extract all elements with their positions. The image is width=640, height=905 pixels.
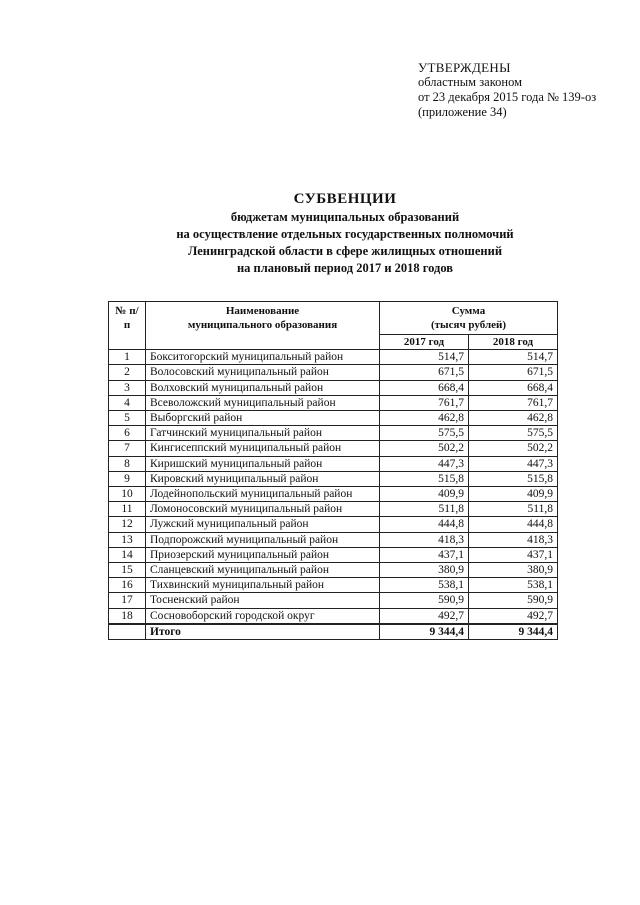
row-2018: 761,7 xyxy=(469,395,558,410)
row-num: 17 xyxy=(109,593,146,608)
total-num-cell xyxy=(109,624,146,640)
approval-line-3: (приложение 34) xyxy=(418,105,507,119)
row-2017: 409,9 xyxy=(380,487,469,502)
title-line-1: бюджетам муниципальных образований xyxy=(230,210,460,224)
row-2018: 380,9 xyxy=(469,563,558,578)
row-num: 5 xyxy=(109,411,146,426)
row-2017: 590,9 xyxy=(380,593,469,608)
row-2018: 447,3 xyxy=(469,456,558,471)
row-num: 6 xyxy=(109,426,146,441)
row-2018: 590,9 xyxy=(469,593,558,608)
row-2017: 514,7 xyxy=(380,350,469,365)
table-row xyxy=(109,547,558,562)
header-2018: 2018 год xyxy=(469,335,558,350)
table-row xyxy=(109,395,558,410)
row-num: 18 xyxy=(109,608,146,624)
row-name: Кировский муниципальный район xyxy=(146,471,380,486)
row-2018: 502,2 xyxy=(469,441,558,456)
row-2017: 447,3 xyxy=(380,456,469,471)
row-name: Подпорожский муниципальный район xyxy=(146,532,380,547)
row-2017: 668,4 xyxy=(380,380,469,395)
row-name: Киришский муниципальный район xyxy=(146,456,380,471)
row-name: Тосненский район xyxy=(146,593,380,608)
row-num: 11 xyxy=(109,502,146,517)
header-name-line-1: Наименование xyxy=(225,305,300,317)
row-2017: 575,5 xyxy=(380,426,469,441)
row-2018: 515,8 xyxy=(469,471,558,486)
table-row xyxy=(109,563,558,578)
table-row xyxy=(109,456,558,471)
row-2018: 418,3 xyxy=(469,532,558,547)
row-name: Сланцевский муниципальный район xyxy=(146,563,380,578)
row-num: 10 xyxy=(109,487,146,502)
row-2017: 492,7 xyxy=(380,608,469,624)
row-name: Тихвинский муниципальный район xyxy=(146,578,380,593)
table-row xyxy=(109,426,558,441)
row-num: 16 xyxy=(109,578,146,593)
approval-line-2: от 23 декабря 2015 года № 139-оз xyxy=(418,90,597,104)
row-num: 4 xyxy=(109,395,146,410)
header-name-line-2: муниципального образования xyxy=(187,319,338,332)
title-line-4: на плановый период 2017 и 2018 годов xyxy=(236,261,454,275)
row-2017: 462,8 xyxy=(380,411,469,426)
row-num: 8 xyxy=(109,456,146,471)
total-2018: 9 344,4 xyxy=(469,624,558,640)
table-row xyxy=(109,380,558,395)
row-name: Кингисеппский муниципальный район xyxy=(146,441,380,456)
row-2017: 380,9 xyxy=(380,563,469,578)
row-2017: 761,7 xyxy=(380,395,469,410)
approval-line-1: областным законом xyxy=(418,75,523,89)
table-row xyxy=(109,608,558,624)
table-row xyxy=(109,365,558,380)
row-num: 13 xyxy=(109,532,146,547)
table-row xyxy=(109,487,558,502)
table-row xyxy=(109,593,558,608)
title-main: СУБВЕНЦИИ xyxy=(293,191,397,207)
row-2018: 444,8 xyxy=(469,517,558,532)
row-name: Лодейнопольский муниципальный район xyxy=(146,487,380,502)
table-row xyxy=(109,532,558,547)
header-sum-line-2: (тысяч рублей) xyxy=(430,319,507,332)
row-name: Всеволожский муниципальный район xyxy=(146,395,380,410)
table-row xyxy=(109,441,558,456)
table-row xyxy=(109,411,558,426)
table-row xyxy=(109,471,558,486)
row-2017: 515,8 xyxy=(380,471,469,486)
table-row xyxy=(109,578,558,593)
total-label: Итого xyxy=(146,624,380,640)
row-num: 3 xyxy=(109,380,146,395)
row-num: 15 xyxy=(109,563,146,578)
row-2018: 511,8 xyxy=(469,502,558,517)
header-num: № п/п xyxy=(109,302,146,350)
title-line-2: на осуществление отдельных государственных полномочий xyxy=(176,227,514,241)
approval-heading: УТВЕРЖДЕНЫ xyxy=(418,60,511,75)
row-2018: 437,1 xyxy=(469,547,558,562)
row-num: 9 xyxy=(109,471,146,486)
table-row xyxy=(109,350,558,365)
row-name: Приозерский муниципальный район xyxy=(146,547,380,562)
row-name: Сосновоборский городской округ xyxy=(146,608,380,624)
row-name: Волховский муниципальный район xyxy=(146,380,380,395)
row-2018: 409,9 xyxy=(469,487,558,502)
row-2017: 671,5 xyxy=(380,365,469,380)
header-2017: 2017 год xyxy=(380,335,469,350)
row-2018: 575,5 xyxy=(469,426,558,441)
row-2018: 514,7 xyxy=(469,350,558,365)
header-sum-line-1: Сумма xyxy=(451,305,486,317)
row-num: 2 xyxy=(109,365,146,380)
row-2017: 418,3 xyxy=(380,532,469,547)
row-2017: 437,1 xyxy=(380,547,469,562)
total-row xyxy=(109,624,558,640)
row-name: Волосовский муниципальный район xyxy=(146,365,380,380)
row-2018: 668,4 xyxy=(469,380,558,395)
header-name xyxy=(146,302,380,350)
table-row xyxy=(109,517,558,532)
row-2017: 502,2 xyxy=(380,441,469,456)
header-sum xyxy=(380,302,558,335)
row-2017: 538,1 xyxy=(380,578,469,593)
row-2018: 462,8 xyxy=(469,411,558,426)
row-num: 14 xyxy=(109,547,146,562)
row-name: Бокситогорский муниципальный район xyxy=(146,350,380,365)
approval-stamp xyxy=(418,60,628,120)
row-num: 1 xyxy=(109,350,146,365)
row-2018: 492,7 xyxy=(469,608,558,624)
row-2017: 444,8 xyxy=(380,517,469,532)
row-num: 12 xyxy=(109,517,146,532)
row-num: 7 xyxy=(109,441,146,456)
row-name: Гатчинский муниципальный район xyxy=(146,426,380,441)
row-2017: 511,8 xyxy=(380,502,469,517)
title-line-3: Ленинградской области в сфере жилищных отношений xyxy=(187,244,503,258)
total-2017: 9 344,4 xyxy=(380,624,469,640)
row-2018: 671,5 xyxy=(469,365,558,380)
subvention-table xyxy=(108,301,558,640)
table-row xyxy=(109,502,558,517)
row-name: Выборгский район xyxy=(146,411,380,426)
row-name: Лужский муниципальный район xyxy=(146,517,380,532)
row-2018: 538,1 xyxy=(469,578,558,593)
row-name: Ломоносовский муниципальный район xyxy=(146,502,380,517)
document-title xyxy=(110,191,580,277)
table-body xyxy=(109,350,558,624)
